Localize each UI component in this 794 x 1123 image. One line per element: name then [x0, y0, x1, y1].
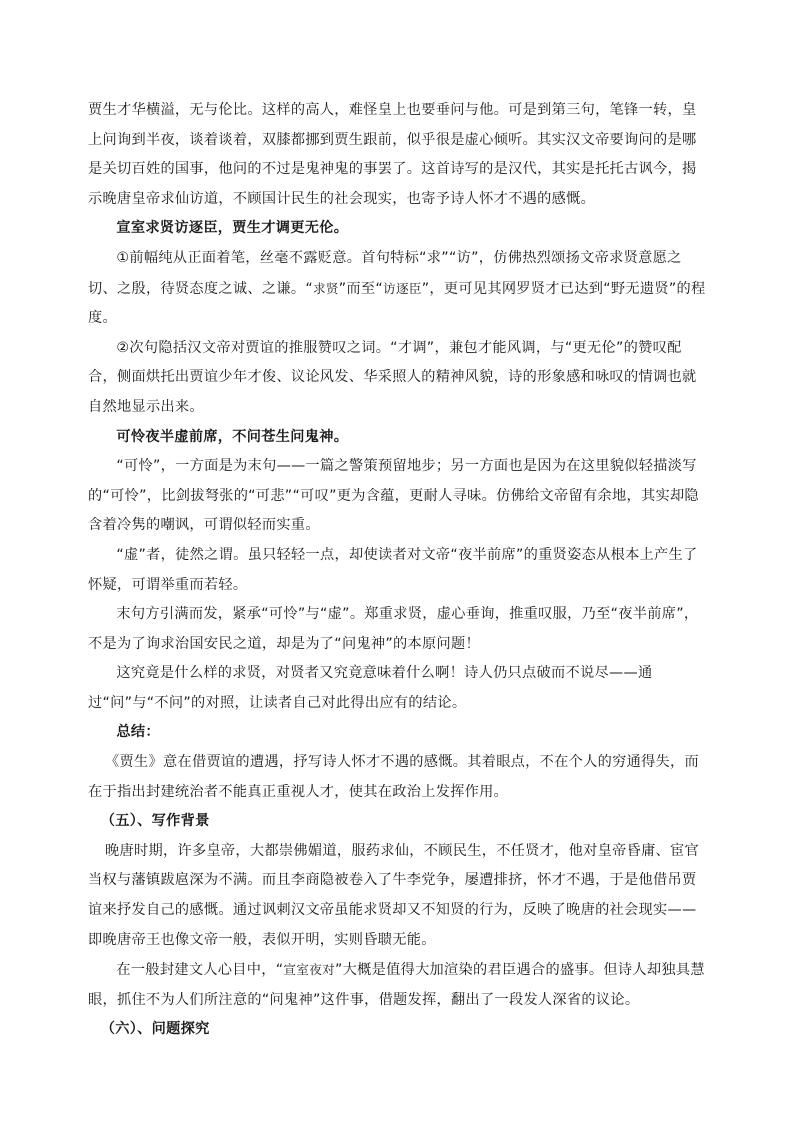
- summary-label: 总结：: [116, 724, 160, 741]
- quote-text: 访逐臣: [383, 280, 422, 296]
- analysis-paragraph-4: “虚”者，徒然之谓。虽只轻轻一点，却使读者对文帝“夜半前席”的重贤姿态从根本上产生了怀疑，可谓举重而若轻。: [88, 546, 698, 593]
- section-heading-5: （五）、写作背景: [100, 813, 210, 830]
- analysis-text: ①前幅纯从正面着笔，丝毫不露贬意。首句特标“求”“访”，仿佛热烈颂扬文帝求贤意愿之切、之殷，待贤态度之诚、之谦。“: [88, 249, 682, 297]
- analysis-paragraph-2: ②次句隐括汉文帝对贾谊的推服赞叹之词。“才调”，兼包才能风调，与“更无伦”的赞叹配合，侧面烘托出贾谊少年才俊、议论风发、华采照人的精神风貌，诗的形象感和咏叹的情调也就自然地显示出来。: [88, 339, 697, 415]
- background-paragraph-2: [88, 955, 708, 1015]
- background-text: 在一般封建文人心目中，“: [116, 962, 284, 979]
- analysis-text: ”，更可见其网罗贤才已达到“野无遗贤”的程度。: [88, 280, 706, 327]
- section-heading-6: （六）、问题探究: [100, 1021, 210, 1038]
- heading-line-1: 宣室求贤访逐臣，贾生才调更无伦。: [116, 220, 349, 237]
- analysis-text: ”而至“: [338, 280, 384, 297]
- analysis-paragraph-5: 末句方引满而发，紧承“可怜”与“虚”。郑重求贤，虚心垂询，推重叹服，乃至“夜半前席”，不是为了询求治国安民之道，却是为了“问鬼神”的本原问题！: [88, 606, 699, 652]
- quote-text: 求贤: [312, 280, 339, 296]
- intro-paragraph: 贾生才华横溢，无与伦比。这样的高人，难怪皇上也要垂问与他。可是到第三句，笔锋一转，皇上问询到半夜，谈着谈着，双膝都挪到贾生跟前，似乎很是虚心倾听。其实汉文帝要询问的是哪是关切百姓的国事，他问的不过是鬼神鬼的事罢了。这首诗写的是汉代，其实是托托古讽今，揭示晚唐皇帝求仙访道，不顾国计民生的社会现实，也寄予诗人怀才不遇的感慨。: [88, 102, 697, 207]
- document-body: [88, 96, 708, 1045]
- analysis-paragraph-1: [88, 244, 708, 334]
- heading-line-2: 可怜夜半虚前席，不问苍生问鬼神。: [116, 428, 349, 445]
- background-paragraph-1: 晚唐时期，许多皇帝，大都崇佛媚道，服药求仙，不顾民生，不任贤才，他对皇帝昏庸、宦官当权与藩镇跋扈深为不满。而且李商隐被卷入了牛李党争，屡遭排挤，怀才不遇，于是他借吊贾谊来抒发自己的感慨。通过讽刺汉文帝虽能求贤却又不知贤的行为，反映了晚唐的社会现实——即晚唐帝王也像文帝一般，表似开明，实则昏聩无能。: [88, 842, 700, 948]
- analysis-paragraph-6: 这究竟是什么样的求贤，对贤者又究竟意味着什么啊！诗人仍只点破而不说尽——通过“问”与“不问”的对照，让读者自己对此得出应有的结论。: [88, 665, 653, 711]
- summary-paragraph: 《贾生》意在借贾谊的遭遇，抒写诗人怀才不遇的感慨。其着眼点，不在个人的穷通得失，而在于指出封建统治者不能真正重视人才，使其在政治上发挥作用。: [88, 754, 700, 800]
- analysis-paragraph-3: “可怜”，一方面是为末句——一篇之警策预留地步；另一方面也是因为在这里貌似轻描淡写的“可怜”，比剑拔弩张的“可悲”“可叹”更为含蕴，更耐人寻味。仿佛给文帝留有余地，其实却隐含着冷隽的嘲讽，可谓似轻而实重。: [88, 458, 699, 534]
- quote-text: 宣室夜对: [283, 962, 335, 978]
- background-text: ”大概是值得大加渲染的君臣遇合的盛事。但诗人却独具慧眼，抓住不为人们所注意的“问鬼神”这件事，借题发挥，翻出了一段发人深省的议论。: [88, 962, 705, 1008]
